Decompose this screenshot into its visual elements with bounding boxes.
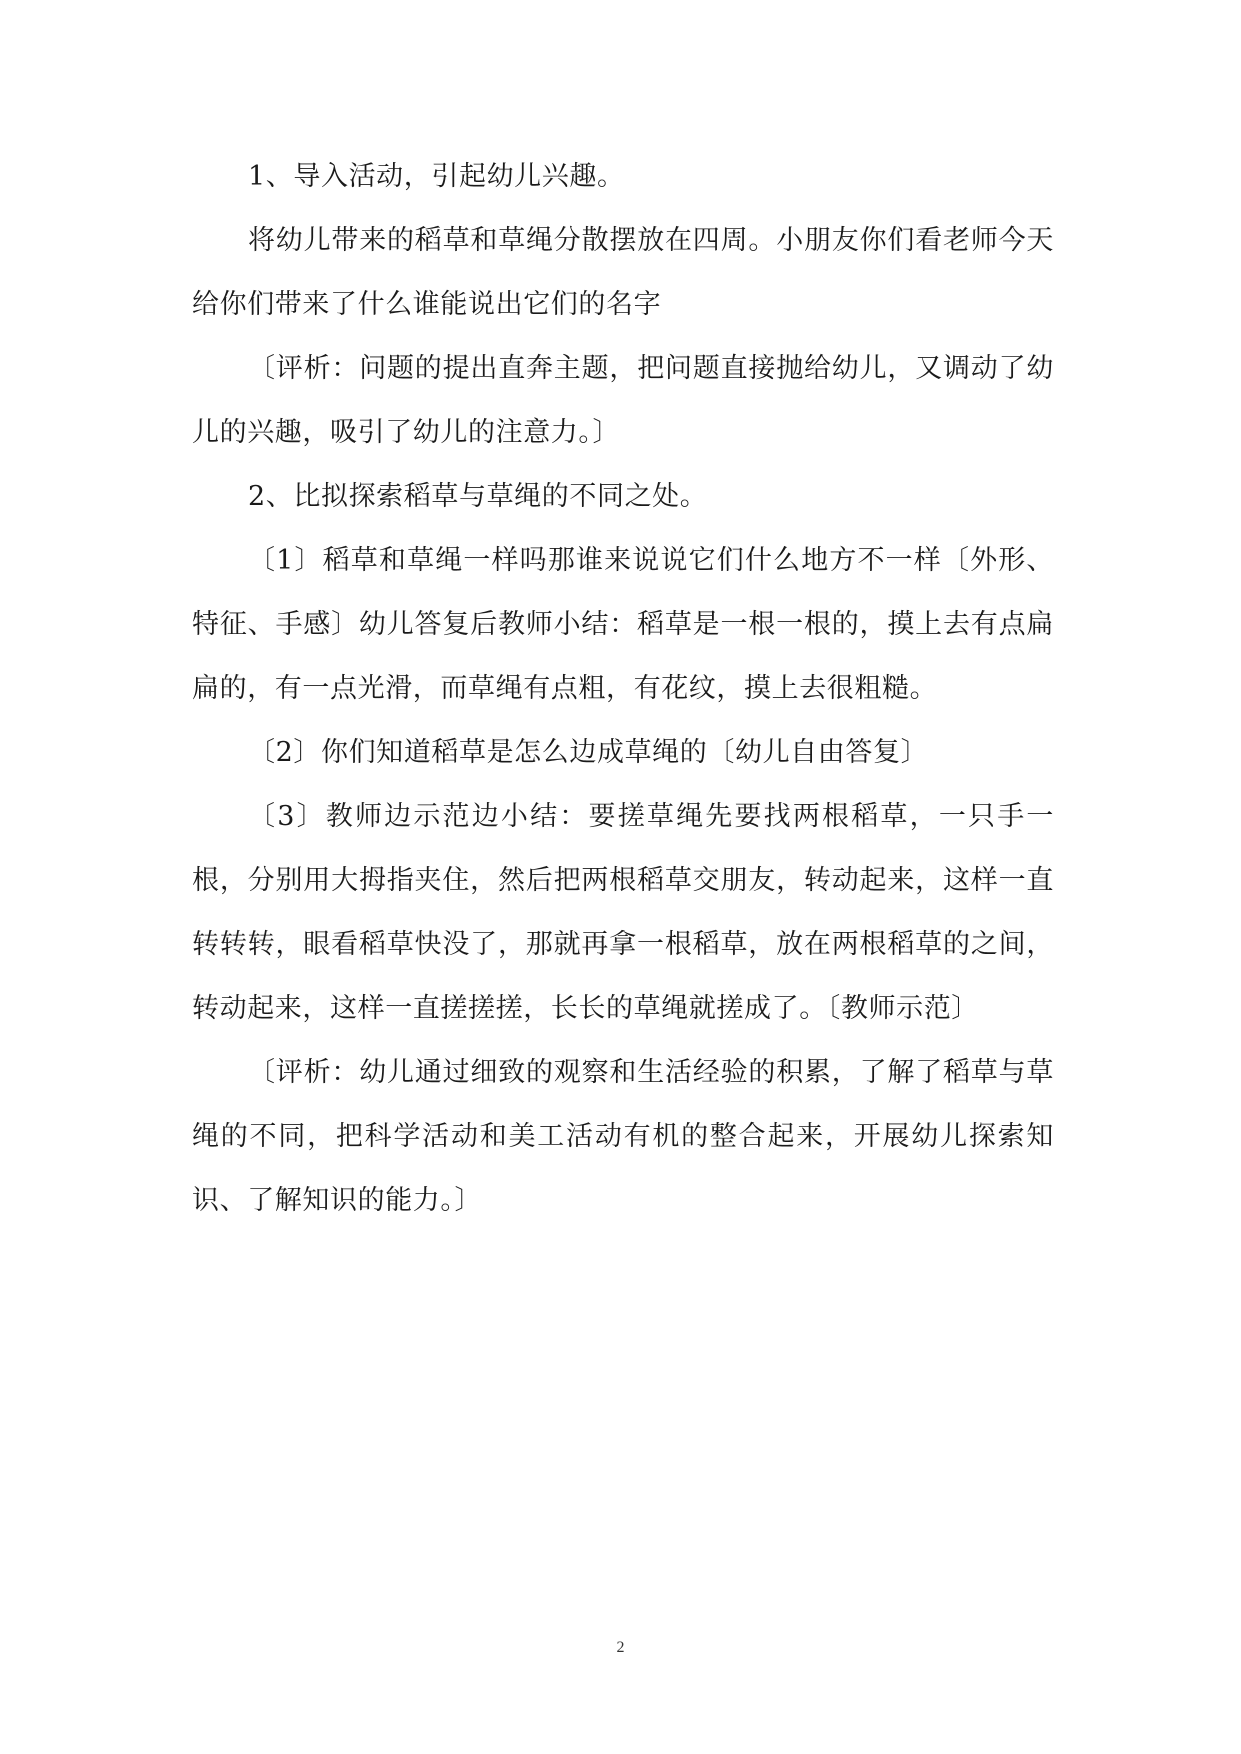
paragraph-4: 2、比拟探索稻草与草绳的不同之处。 [248, 481, 708, 512]
paragraph-1: 1、导入活动，引起幼儿兴趣。 [248, 161, 625, 192]
paragraph-3: 〔评析：问题的提出直奔主题，把问题直接抛给幼儿，又调动了幼儿的兴趣，吸引了幼儿的注意力。〕 [192, 353, 1054, 448]
paragraph-8: 〔评析：幼儿通过细致的观察和生活经验的积累，了解了稻草与草绳的不同，把科学活动和美工活动有机的整合起来，开展幼儿探索知识、了解知识的能力。〕 [192, 1057, 1054, 1216]
paragraph-7: 〔3〕教师边示范边小结：要搓草绳先要找两根稻草，一只手一根，分别用大拇指夹住，然后把两根稻草交朋友，转动起来，这样一直转转转，眼看稻草快没了，那就再拿一根稻草，放在两根稻草的之间，转动起来，这样一直搓搓搓，长长的草绳就搓成了。〔教师示范〕 [192, 801, 1054, 1024]
paragraph-6: 〔2〕你们知道稻草是怎么边成草绳的〔幼儿自由答复〕 [248, 737, 929, 768]
paragraph-2: 将幼儿带来的稻草和草绳分散摆放在四周。小朋友你们看老师今天给你们带来了什么谁能说出它们的名字 [192, 225, 1054, 320]
paragraph-5: 〔1〕稻草和草绳一样吗那谁来说说它们什么地方不一样〔外形、特征、手感〕幼儿答复后教师小结：稻草是一根一根的，摸上去有点扁扁的，有一点光滑，而草绳有点粗，有花纹，摸上去很粗糙。 [192, 545, 1054, 704]
document-body [192, 145, 1054, 1233]
page-number: 2 [616, 1639, 625, 1656]
